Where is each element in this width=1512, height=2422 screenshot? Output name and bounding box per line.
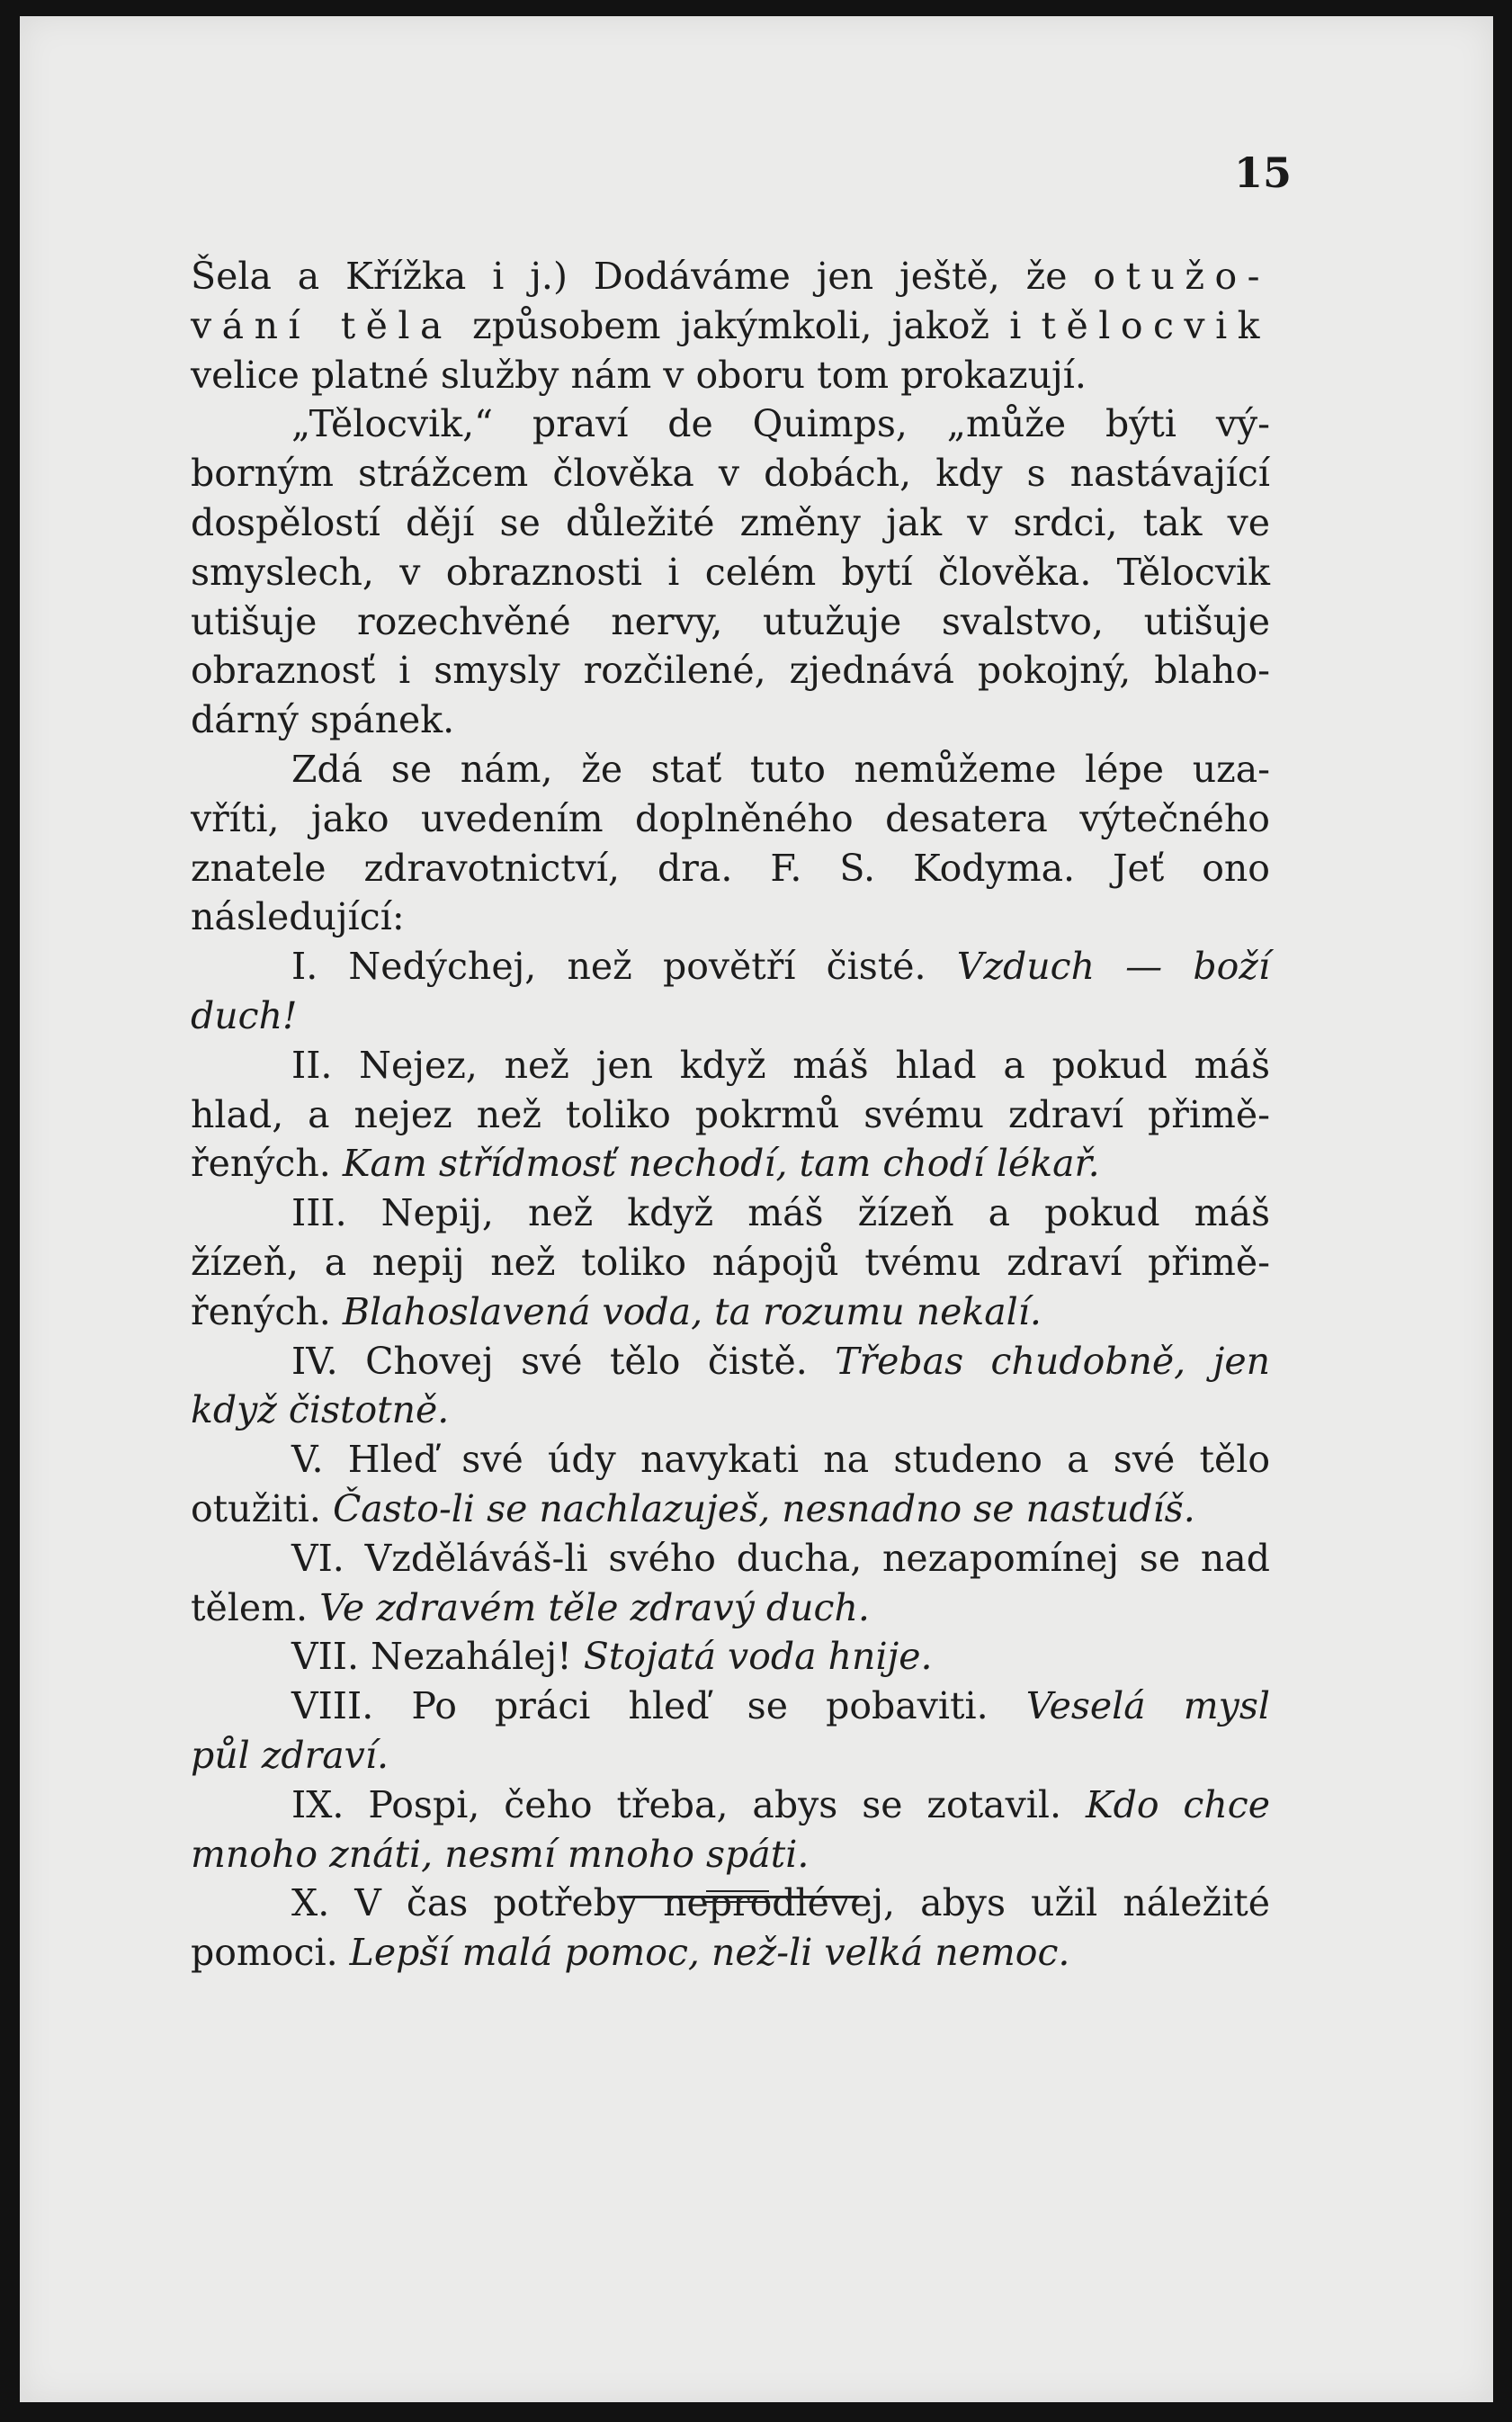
text-run: řených.	[191, 1142, 343, 1186]
text-run: řených.	[191, 1289, 343, 1333]
text-line: mnoho znáti, nesmí mnoho spáti.	[191, 1832, 810, 1876]
text-line: X. V čas potřeby neprodlévej, abys užil náležité	[291, 1881, 1270, 1925]
italic-text: Kdo chce	[1085, 1782, 1271, 1826]
text-line	[191, 1928, 1270, 1978]
text-run: způsobem jakýmkoli, jakož i	[452, 303, 1042, 347]
text-line: když čistotně.	[191, 1388, 450, 1432]
text-line: dárný spánek.	[191, 698, 455, 742]
spaced-text: otužo-	[1093, 255, 1270, 298]
italic-text: Vzduch — boží	[956, 945, 1270, 989]
text-line: smyslech, v obraznosti i celém bytí člověka. Tělocvik	[191, 550, 1270, 594]
text-run: VIII. Po práci hleď se pobaviti.	[291, 1684, 1026, 1728]
text-line: následující:	[191, 895, 405, 939]
page-body	[191, 252, 1270, 1978]
text-line	[191, 1682, 1270, 1731]
text-line: velice platné služby nám v oboru tom prokazují.	[191, 353, 1087, 397]
spaced-text: vání těla	[191, 303, 452, 347]
text-line: V. Hleď své údy navykati na studeno a své tělo	[291, 1438, 1270, 1482]
text-line	[191, 1139, 1270, 1189]
text-run: pomoci.	[191, 1931, 350, 1975]
text-line: VI. Vzděláváš-li svého ducha, nezapomínej se nad	[291, 1536, 1270, 1580]
text-run: tělem.	[191, 1585, 320, 1629]
text-line: III. Nepij, než když máš žízeň a pokud máš	[291, 1191, 1270, 1235]
text-line: obraznosť i smysly rozčilené, zjednává pokojný, blaho-	[191, 649, 1270, 693]
text-line: borným strážcem člověka v dobách, kdy s nastávající	[191, 452, 1270, 496]
text-run: otužiti.	[191, 1486, 333, 1530]
text-run: IX. Pospi, čeho třeba, abys se zotavil.	[291, 1782, 1086, 1826]
italic-text: Třebas chudobně, jen	[835, 1339, 1270, 1383]
text-run: I. Nedýchej, než povětří čisté.	[291, 945, 957, 989]
italic-text: Často-li se nachlazuješ, nesnadno se nastudíš.	[332, 1486, 1195, 1530]
text-line	[191, 1337, 1270, 1386]
text-line	[191, 1287, 1270, 1337]
text-line	[191, 1485, 1270, 1534]
section-end-rule-ornament	[706, 1890, 769, 1903]
text-line: žízeň, a nepij než toliko nápojů tvému zdraví přimě-	[191, 1240, 1270, 1284]
text-run: VII. Nezahálej!	[291, 1635, 584, 1679]
text-run: IV. Chovej své tělo čistě.	[291, 1339, 836, 1383]
text-run: Šela a Křížka i j.) Dodáváme jen ještě, že	[191, 255, 1094, 298]
text-line: „Tělocvik,“ praví de Quimps, „může býti vý-	[291, 402, 1270, 446]
text-line: půl zdraví.	[191, 1733, 389, 1777]
text-line: II. Nejez, než jen když máš hlad a pokud máš	[291, 1043, 1270, 1087]
italic-text: Kam střídmosť nechodí, tam chodí lékař.	[342, 1142, 1100, 1186]
italic-text: Ve zdravém těle zdravý duch.	[319, 1585, 870, 1629]
text-line: utišuje rozechvěné nervy, utužuje svalstvo, utišuje	[191, 599, 1270, 643]
text-line: duch!	[191, 993, 298, 1037]
text-line: Zdá se nám, že stať tuto nemůžeme lépe uza-	[291, 747, 1270, 791]
text-line: dospělostí dějí se důležité změny jak v srdci, tak ve	[191, 500, 1270, 544]
text-line	[191, 1632, 1270, 1682]
italic-text: Veselá mysl	[1025, 1684, 1270, 1728]
text-line: vříti, jako uvedením doplněného desatera výtečného	[191, 796, 1270, 840]
text-line: hlad, a nejez než toliko pokrmů svému zdraví přimě-	[191, 1092, 1270, 1136]
text-line	[191, 942, 1270, 991]
italic-text: Blahoslavená voda, ta rozumu nekalí.	[342, 1289, 1042, 1333]
text-line	[191, 1781, 1270, 1830]
italic-text: Stojatá voda hnije.	[583, 1635, 933, 1679]
italic-text: Lepší malá pomoc, než-li velká nemoc.	[349, 1931, 1070, 1975]
text-line	[191, 1583, 1270, 1633]
text-line: znatele zdravotnictví, dra. F. S. Kodyma. Jeť ono	[191, 846, 1270, 890]
text-line	[191, 252, 1270, 301]
spaced-text: tělocvik	[1041, 303, 1270, 347]
text-line	[191, 301, 1270, 351]
page-number: 15	[1234, 148, 1293, 197]
